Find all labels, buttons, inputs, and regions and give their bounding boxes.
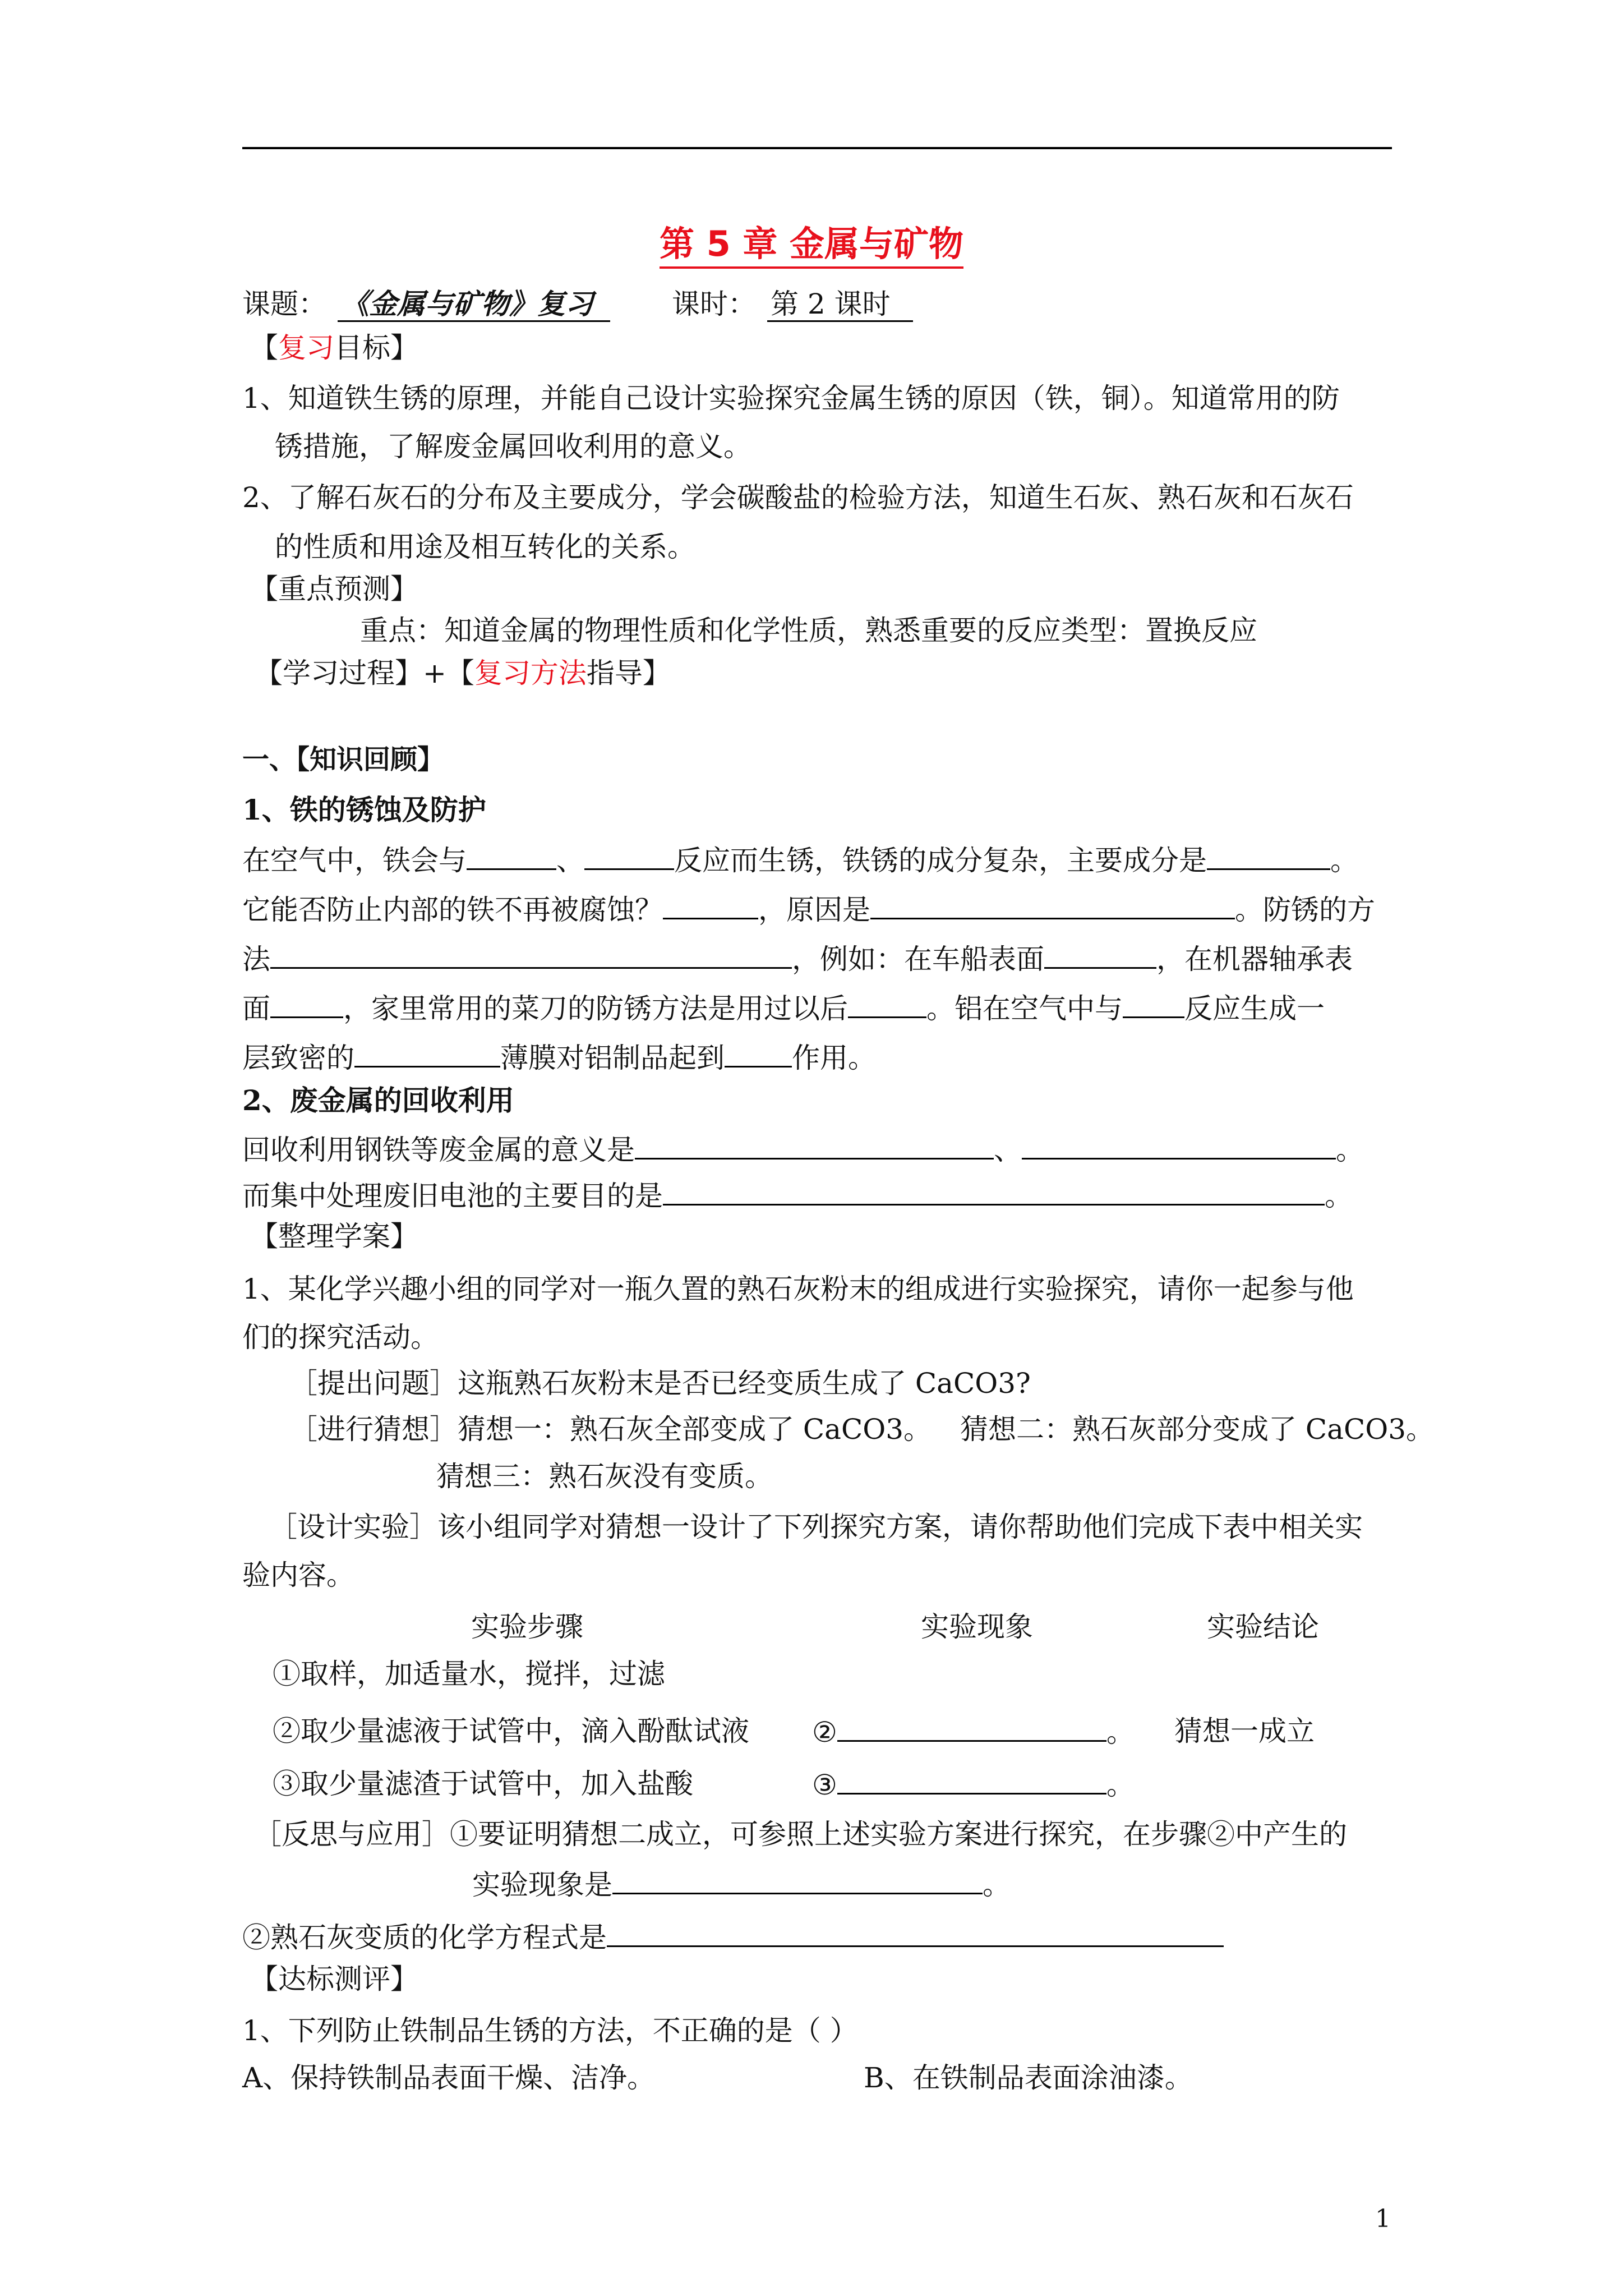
subject-line xyxy=(242,286,913,322)
ask-question: ［提出问题］这瓶熟石灰粉末是否已经变质生成了 CaCO3? xyxy=(289,1367,1031,1400)
goal-1-line-1: 1、知道铁生锈的原理，并能自己设计实验探究金属生锈的原因（铁，铜）。知道常用的防 xyxy=(242,382,1340,415)
answer-blank[interactable] xyxy=(270,990,343,1018)
para-rust-4: 面 ，家里常用的菜刀的防锈方法是用过以后 。铝在空气中与 反应生成一 xyxy=(242,990,1325,1027)
section-knowledge-review: 一、【知识回顾】 xyxy=(242,744,445,775)
answer-blank[interactable] xyxy=(584,841,674,870)
hypothesis-2: 猜想二：熟石灰部分变成了 CaCO3。 xyxy=(960,1413,1435,1446)
header-rule xyxy=(242,147,1392,149)
answer-blank[interactable] xyxy=(725,1039,792,1068)
hypothesis-3: 猜想三：熟石灰没有变质。 xyxy=(436,1460,773,1493)
answer-blank[interactable] xyxy=(1207,841,1330,870)
chapter-title-text: 第 5 章 金属与矿物 xyxy=(660,223,963,269)
answer-blank[interactable] xyxy=(663,1177,1325,1205)
design-line-2: 验内容。 xyxy=(242,1559,354,1591)
arrange-heading: 【整理学案】 xyxy=(250,1220,418,1253)
period-value: 第 2 课时 xyxy=(767,288,913,322)
goal-heading: 【复习目标】 xyxy=(250,332,418,364)
table-row-2-step: ②取少量滤液于试管中，滴入酚酞试液 xyxy=(273,1715,749,1747)
table-header-phenomenon: 实验现象 xyxy=(921,1611,1033,1643)
answer-blank[interactable] xyxy=(270,940,792,969)
page-number: 1 xyxy=(1375,2205,1391,2233)
period-label: 课时： xyxy=(672,288,756,320)
reflection-line-2: 实验现象是 。 xyxy=(472,1866,1011,1903)
table-row-3-step: ③取少量滤渣于试管中，加入盐酸 xyxy=(273,1768,693,1800)
table-header-conclusion: 实验结论 xyxy=(1207,1611,1319,1643)
answer-blank[interactable] xyxy=(663,891,758,919)
answer-blank[interactable] xyxy=(635,1131,994,1159)
answer-blank[interactable] xyxy=(837,1766,1106,1795)
answer-blank[interactable] xyxy=(354,1039,500,1068)
answer-blank[interactable] xyxy=(607,1918,1224,1947)
equation-line: ②熟石灰变质的化学方程式是 xyxy=(242,1918,1224,1955)
answer-blank[interactable] xyxy=(467,841,556,870)
answer-blank[interactable] xyxy=(1022,1131,1336,1159)
test-question-1: 1、下列防止铁制品生锈的方法，不正确的是（ ） xyxy=(242,2014,858,2047)
table-row-3-phenomenon: ③ 。 xyxy=(812,1766,1135,1803)
design-line-1: ［设计实验］该小组同学对猜想一设计了下列探究方案，请你帮助他们完成下表中相关实 xyxy=(269,1511,1363,1543)
hypothesis-1: ［进行猜想］猜想一：熟石灰全部变成了 CaCO3。 xyxy=(289,1413,932,1446)
answer-blank[interactable] xyxy=(837,1713,1106,1742)
subject-label: 课题： xyxy=(242,288,326,320)
goal-2-line-2: 的性质和用途及相互转化的关系。 xyxy=(275,531,695,563)
key-heading: 【重点预测】 xyxy=(250,573,418,605)
para-rust-3: 法 ，例如：在车船表面 ，在机器轴承表 xyxy=(242,940,1353,977)
answer-blank[interactable] xyxy=(612,1866,983,1894)
process-heading: 【学习过程】+【复习方法指导】 xyxy=(255,657,671,689)
para-rust-2: 它能否防止内部的铁不再被腐蚀？ ，原因是 。防锈的方 xyxy=(242,891,1375,928)
answer-blank[interactable] xyxy=(1044,940,1156,969)
subject-value: 《金属与矿物》复习 xyxy=(338,287,610,322)
option-b[interactable]: B、在铁制品表面涂油漆。 xyxy=(864,2062,1193,2094)
para-rust-5: 层致密的 薄膜对铝制品起到 作用。 xyxy=(242,1039,876,1076)
goal-1-line-2: 锈措施，了解废金属回收利用的意义。 xyxy=(275,430,751,463)
test-heading: 【达标测评】 xyxy=(250,1963,418,1995)
table-row-2-conclusion: 猜想一成立 xyxy=(1174,1715,1315,1747)
answer-blank[interactable] xyxy=(1123,990,1184,1018)
table-row-2-phenomenon: ② 。 xyxy=(812,1713,1135,1750)
chapter-title xyxy=(0,216,1623,266)
answer-blank[interactable] xyxy=(870,891,1235,919)
table-row-1-step: ①取样，加适量水，搅拌，过滤 xyxy=(273,1658,665,1690)
key-text: 重点：知道金属的物理性质和化学性质，熟悉重要的反应类型：置换反应 xyxy=(360,614,1257,647)
answer-blank[interactable] xyxy=(848,990,926,1018)
subsection-iron-rust: 1、铁的锈蚀及防护 xyxy=(242,793,486,826)
question-1-line-1: 1、某化学兴趣小组的同学对一瓶久置的熟石灰粉末的组成进行实验探究，请你一起参与他 xyxy=(242,1273,1354,1305)
reflection-line-1: ［反思与应用］①要证明猜想二成立，可参照上述实验方案进行探究，在步骤②中产生的 xyxy=(253,1818,1347,1851)
subsection-recycling: 2、废金属的回收利用 xyxy=(242,1084,514,1117)
para-recycling-1: 回收利用钢铁等废金属的意义是 、 。 xyxy=(242,1131,1364,1168)
option-a[interactable]: A、保持铁制品表面干燥、洁净。 xyxy=(242,2062,656,2094)
question-1-line-2: 们的探究活动。 xyxy=(242,1321,439,1354)
table-header-step: 实验步骤 xyxy=(471,1611,583,1643)
para-rust-1: 在空气中，铁会与 、 反应而生锈，铁锈的成分复杂，主要成分是 。 xyxy=(242,841,1358,878)
goal-2-line-1: 2、了解石灰石的分布及主要成分，学会碳酸盐的检验方法，知道生石灰、熟石灰和石灰石 xyxy=(242,481,1354,514)
para-recycling-2: 而集中处理废旧电池的主要目的是 。 xyxy=(242,1177,1353,1214)
